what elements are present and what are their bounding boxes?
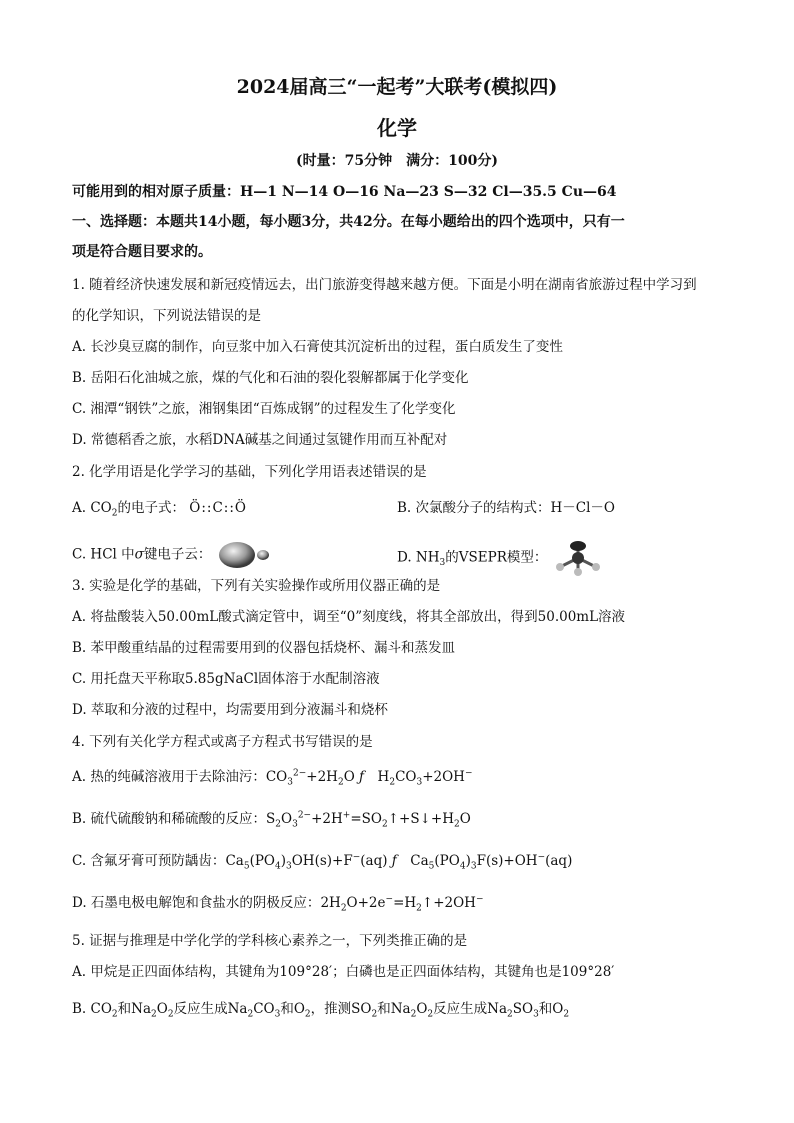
q5-b-t4: ，推测 (310, 1001, 352, 1017)
q1-option-b: B. 岳阳石化油城之旅，煤的气化和石油的裂化裂解都属于化学变化 (72, 370, 469, 386)
q5-option-a: A. 甲烷是正四面体结构，其键角为109°28′；白磷也是正四面体结构，其键角也是109°28′ (72, 964, 615, 980)
q2-stem: 2. 化学用语是化学学习的基础，下列化学用语表述错误的是 (72, 464, 427, 480)
q4-a-text: A. 热的纯碱溶液用于去除油污： (72, 769, 266, 785)
q5-option-b: B. $CO_2$和$Na_2O_2$反应生成$Na_2CO_3$和$O_2$，推测$SO_2$和$Na_2O_2$反应生成$Na_2SO_3$和$O_2$ (72, 1001, 570, 1020)
q4-option-c: C. 含氟牙膏可预防龋齿：$Ca_5(PO_4)_3OH(s)+F^-(aq)$ ƒ $Ca_5(PO_4)_3F(s)+OH^-(aq)$ (72, 852, 573, 872)
q2-option-d: D. $NH_3$的VSEPR模型： (397, 540, 604, 576)
q1-stem-2: 的化学知识，下列说法错误的是 (72, 308, 261, 324)
sigma-orbital-icon (216, 540, 274, 570)
q2-option-c (72, 540, 274, 570)
section1-line1: 一、选择题：本题共14小题，每小题3分，共42分。在每小题给出的四个选项中，只有一 (72, 214, 625, 230)
q3-option-c: C. 用托盘天平称取5.85gNaCl固体溶于水配制溶液 (72, 671, 380, 687)
q5-b-label: B. (72, 1001, 87, 1017)
q4-stem: 4. 下列有关化学方程式或离子方程式书写错误的是 (72, 734, 373, 750)
sigma-symbol: σ (134, 546, 144, 563)
q2-option-b: B. 次氯酸分子的结构式：H－Cl－O (397, 500, 615, 516)
time-score: (时量：75分钟 满分：100分) (296, 153, 498, 169)
q1-stem-1: 1. 随着经济快速发展和新冠疫情远去，出门旅游变得越来越方便。下面是小明在湖南省旅游过程中学习到 (72, 277, 697, 293)
co2-electron-formula: Ö::C::Ö (189, 500, 247, 516)
q2-d-text: 的VSEPR模型： (445, 549, 548, 566)
q5-b-t2: 反应生成 (173, 1001, 228, 1017)
q5-b-t6: 反应生成 (433, 1001, 488, 1017)
section1-line2: 项是符合题目要求的。 (72, 244, 212, 260)
q4-option-d: D. 石墨电极电解饱和食盐水的阴极反应：$2H_2O+2e^-=H_2↑+2OH^-$ (72, 894, 484, 914)
q1-option-c: C. 湘潭“钢铁”之旅，湘钢集团“百炼成钢”的过程发生了化学变化 (72, 401, 456, 417)
q3-option-d: D. 萃取和分液的过程中，均需要用到分液漏斗和烧杯 (72, 702, 388, 718)
q2-a-label: A. (72, 500, 87, 516)
nh3-vsepr-model-icon (552, 540, 604, 576)
q3-option-b: B. 苯甲酸重结晶的过程需要用到的仪器包括烧杯、漏斗和蒸发皿 (72, 640, 456, 656)
q3-option-a: A. 将盐酸装入50.00mL酸式滴定管中，调至“0”刻度线，将其全部放出，得到50.00mL溶液 (72, 609, 626, 625)
atomic-masses: 可能用到的相对原子质量：H—1 N—14 O—16 Na—23 S—32 Cl—35.5 Cu—64 (72, 184, 617, 200)
exam-title: 2024届高三“一起考”大联考(模拟四) (236, 76, 558, 98)
q3-stem: 3. 实验是化学的基础，下列有关实验操作或所用仪器正确的是 (72, 578, 441, 594)
q2-c-prefix: C. HCl 中 (72, 546, 135, 563)
q4-option-a: A. 热的纯碱溶液用于去除油污：$CO_3^{2-}+2H_2O$ ƒ $H_2CO_3+2OH^-$ (72, 768, 473, 788)
q5-b-t5: 和 (377, 1001, 391, 1017)
q5-stem: 5. 证据与推理是中学化学的学科核心素养之一，下列类推正确的是 (72, 933, 468, 949)
q2-option-a: A. $CO_2$的电子式： Ö::C::Ö (72, 500, 247, 519)
q4-b-text: B. 硫代硫酸钠和稀硫酸的反应： (72, 811, 267, 827)
q5-b-t7: 和 (538, 1001, 553, 1017)
q1-option-d: D. 常德稻香之旅，水稻DNA碱基之间通过氢键作用而互补配对 (72, 432, 448, 448)
q5-b-t3: 和 (280, 1001, 294, 1017)
q5-b-t1: 和 (117, 1001, 132, 1017)
q4-d-text: D. 石墨电极电解饱和食盐水的阴极反应： (72, 895, 321, 911)
q2-a-text: 的电子式： (117, 500, 185, 516)
q2-d-label: D. (397, 549, 412, 566)
q1-option-a: A. 长沙臭豆腐的制作，向豆浆中加入石膏使其沉淀析出的过程，蛋白质发生了变性 (72, 339, 563, 355)
q4-c-text: C. 含氟牙膏可预防龋齿： (72, 853, 226, 869)
q4-option-b: B. 硫代硫酸钠和稀硫酸的反应：$S_2O_3^{2-}+2H^+=SO_2↑+S↓+H_2O$ (72, 810, 471, 830)
q2-c-suffix: 键电子云： (143, 546, 212, 563)
subject-title: 化学 (377, 116, 417, 140)
